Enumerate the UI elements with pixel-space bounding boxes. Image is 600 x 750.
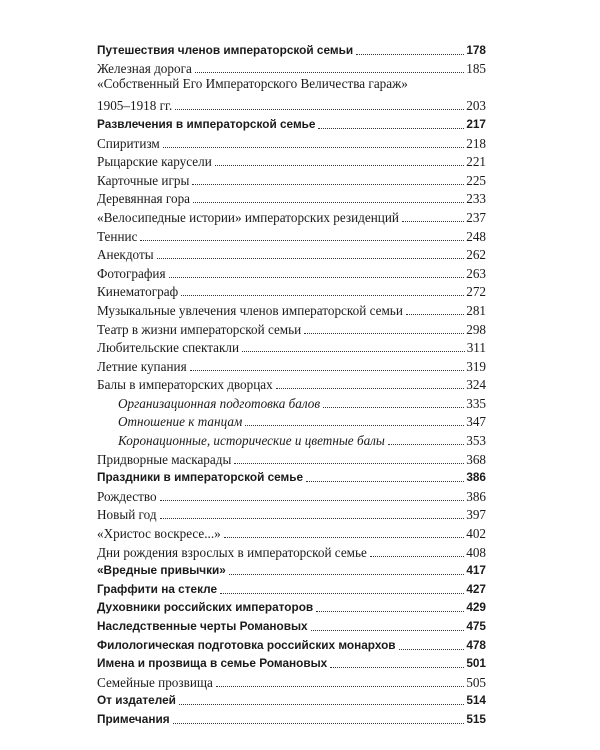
toc-entry xyxy=(97,690,486,709)
toc-entry xyxy=(97,299,486,318)
toc-page-number: 429 xyxy=(466,600,486,615)
toc-entry-title: Любительские спектакли xyxy=(97,340,240,356)
toc-entry-title: Наследственные черты Романовых xyxy=(97,619,308,633)
dot-leader xyxy=(318,128,464,129)
dot-leader xyxy=(160,518,465,519)
toc-page-number: 324 xyxy=(466,377,486,393)
dot-leader xyxy=(316,611,464,612)
toc-entry-title: Праздники в императорской семье xyxy=(97,470,304,485)
dot-leader xyxy=(406,314,464,315)
toc-entry-line xyxy=(97,76,486,95)
toc-page-number: 319 xyxy=(466,358,486,374)
dot-leader xyxy=(388,444,464,445)
toc-entry xyxy=(97,39,486,58)
dot-leader xyxy=(175,109,464,110)
dot-leader xyxy=(163,147,464,148)
toc-entry-title: Духовники российских императоров xyxy=(97,600,314,615)
dot-leader xyxy=(311,630,465,631)
toc-entry-title: Театр в жизни императорской семьи xyxy=(97,321,302,337)
toc-entry-title: Организационная подготовка балов xyxy=(118,395,321,411)
toc-entry xyxy=(97,541,486,560)
dot-leader xyxy=(192,184,464,185)
dot-leader xyxy=(215,165,464,166)
toc-entry xyxy=(97,281,486,300)
toc-page-number: 185 xyxy=(466,61,486,77)
toc-page-number: 386 xyxy=(466,488,486,504)
toc-entry xyxy=(97,58,486,77)
toc-page-number: 386 xyxy=(466,470,486,485)
dot-leader xyxy=(224,537,464,538)
toc-entry-title: Кинематограф xyxy=(97,284,179,300)
dot-leader xyxy=(242,351,465,352)
toc-entry-title: «Собственный Его Императорского Величества гараж» xyxy=(97,76,408,92)
toc-entry-title: Имена и прозвища в семье Романовых xyxy=(97,656,328,671)
toc-entry xyxy=(97,151,486,170)
dot-leader xyxy=(179,704,464,705)
toc-entry xyxy=(97,708,486,727)
toc-page-number: 272 xyxy=(466,284,486,300)
toc-entry-title: Фотография xyxy=(97,265,166,281)
dot-leader xyxy=(306,481,464,482)
toc-entry xyxy=(97,522,486,541)
toc-entry xyxy=(97,318,486,337)
dot-leader xyxy=(234,463,464,464)
dot-leader xyxy=(229,574,464,575)
toc-entry xyxy=(97,355,486,374)
toc-entry xyxy=(97,95,486,114)
toc-entry-title: Балы в императорских дворцах xyxy=(97,377,273,393)
toc-entry xyxy=(97,597,486,616)
toc-page-number: 233 xyxy=(466,191,486,207)
toc-entry xyxy=(97,132,486,151)
toc-entry xyxy=(97,467,486,486)
toc-page-number: 402 xyxy=(466,526,486,542)
toc-entry-title: Путешествия членов императорской семьи xyxy=(97,42,354,57)
toc-entry xyxy=(97,262,486,281)
toc-entry-title: Спиритизм xyxy=(97,135,160,151)
toc-entry-title: Рыцарские карусели xyxy=(97,154,212,170)
toc-page-number: 427 xyxy=(466,581,486,596)
toc-page-number: 478 xyxy=(466,637,486,652)
dot-leader xyxy=(195,72,464,73)
toc-page-number: 298 xyxy=(466,321,486,337)
toc-entry-title: 1905–1918 гг. xyxy=(97,98,173,114)
toc-page-number: 221 xyxy=(466,154,486,170)
toc-page-number: 263 xyxy=(466,265,486,281)
toc-entry-title: Музыкальные увлечения членов императорской семьи xyxy=(97,302,403,318)
toc-page-number: 203 xyxy=(466,98,486,114)
toc-entry-title: Дни рождения взрослых в императорской семье xyxy=(97,544,367,560)
toc-page-number: 225 xyxy=(466,172,486,188)
toc-entry xyxy=(97,578,486,597)
dot-leader xyxy=(330,667,464,668)
dot-leader xyxy=(140,240,464,241)
dot-leader xyxy=(173,723,465,724)
toc-entry xyxy=(97,411,486,430)
toc-entry-title: От издателей xyxy=(97,693,176,708)
dot-leader xyxy=(370,556,464,557)
dot-leader xyxy=(245,425,464,426)
toc-page-number: 248 xyxy=(466,228,486,244)
toc-page-number: 417 xyxy=(466,563,486,578)
toc-entry-title: Отношение к танцам xyxy=(118,414,243,430)
toc-entry xyxy=(97,448,486,467)
toc-page-number: 475 xyxy=(466,619,486,633)
toc-entry xyxy=(97,206,486,225)
dot-leader xyxy=(157,258,465,259)
toc-entry xyxy=(97,392,486,411)
toc-entry xyxy=(97,485,486,504)
toc-page-number: 514 xyxy=(466,693,486,708)
toc-entry xyxy=(97,429,486,448)
dot-leader xyxy=(220,593,464,594)
toc-page-number: 368 xyxy=(466,451,486,467)
dot-leader xyxy=(216,686,464,687)
toc-entry-title: Новый год xyxy=(97,507,157,523)
toc-page-number: 237 xyxy=(466,209,486,225)
toc-entry xyxy=(97,244,486,263)
toc-page-number: 281 xyxy=(466,302,486,318)
toc-entry-title: Карточные игры xyxy=(97,172,190,188)
toc-page-number: 218 xyxy=(466,135,486,151)
toc-entry-title: Развлечения в императорской семье xyxy=(97,116,316,131)
toc-entry-title: Железная дорога xyxy=(97,61,192,77)
dot-leader xyxy=(323,407,464,408)
dot-leader xyxy=(356,54,464,55)
toc-entry xyxy=(97,504,486,523)
dot-leader xyxy=(402,221,464,222)
toc-entry-title: «Велосипедные истории» императорских резиденций xyxy=(97,209,399,225)
toc-entry-title: «Христос воскресе...» xyxy=(97,526,221,542)
dot-leader xyxy=(169,277,465,278)
toc-page-number: 311 xyxy=(466,340,486,356)
toc-entry xyxy=(97,225,486,244)
toc-entry-title: Семейные прозвища xyxy=(97,674,213,690)
toc-entry-title: Летние купания xyxy=(97,358,187,374)
toc-page-number: 262 xyxy=(466,247,486,263)
toc-page-number: 178 xyxy=(466,42,486,57)
toc-page-number: 501 xyxy=(466,656,486,671)
toc-entry-title: Анекдоты xyxy=(97,247,154,263)
toc-entry-title: Теннис xyxy=(97,228,138,244)
toc-page-number: 408 xyxy=(466,544,486,560)
dot-leader xyxy=(160,500,465,501)
toc-entry-title: «Вредные привычки» xyxy=(97,563,226,578)
toc-page-number: 397 xyxy=(466,507,486,523)
toc-entry-title: Примечания xyxy=(97,711,170,726)
toc-entry xyxy=(97,634,486,653)
toc-page-number: 347 xyxy=(466,414,486,430)
toc-page-number: 335 xyxy=(466,395,486,411)
dot-leader xyxy=(181,295,464,296)
toc-entry-title: Граффити на стекле xyxy=(97,581,218,596)
dot-leader xyxy=(193,202,464,203)
toc-entry-title: Придворные маскарады xyxy=(97,451,232,467)
toc-entry xyxy=(97,113,486,132)
dot-leader xyxy=(304,333,464,334)
toc-page-number: 505 xyxy=(466,674,486,690)
toc-entry-title: Коронационные, исторические и цветные балы xyxy=(118,433,385,449)
toc-entry xyxy=(97,615,486,634)
toc-entry xyxy=(97,374,486,393)
toc-entry xyxy=(97,337,486,356)
toc-page-number: 515 xyxy=(466,711,486,726)
table-of-contents xyxy=(97,39,486,727)
toc-entry-title: Филологическая подготовка российских монархов xyxy=(97,637,396,652)
dot-leader xyxy=(276,388,464,389)
toc-entry xyxy=(97,653,486,672)
dot-leader xyxy=(190,370,465,371)
dot-leader xyxy=(399,649,465,650)
toc-entry xyxy=(97,560,486,579)
toc-entry xyxy=(97,188,486,207)
toc-entry-title: Деревянная гора xyxy=(97,191,191,207)
toc-page-number: 353 xyxy=(466,433,486,449)
toc-entry xyxy=(97,169,486,188)
toc-entry xyxy=(97,671,486,690)
toc-page-number: 217 xyxy=(466,116,486,131)
toc-entry-title: Рождество xyxy=(97,488,157,504)
